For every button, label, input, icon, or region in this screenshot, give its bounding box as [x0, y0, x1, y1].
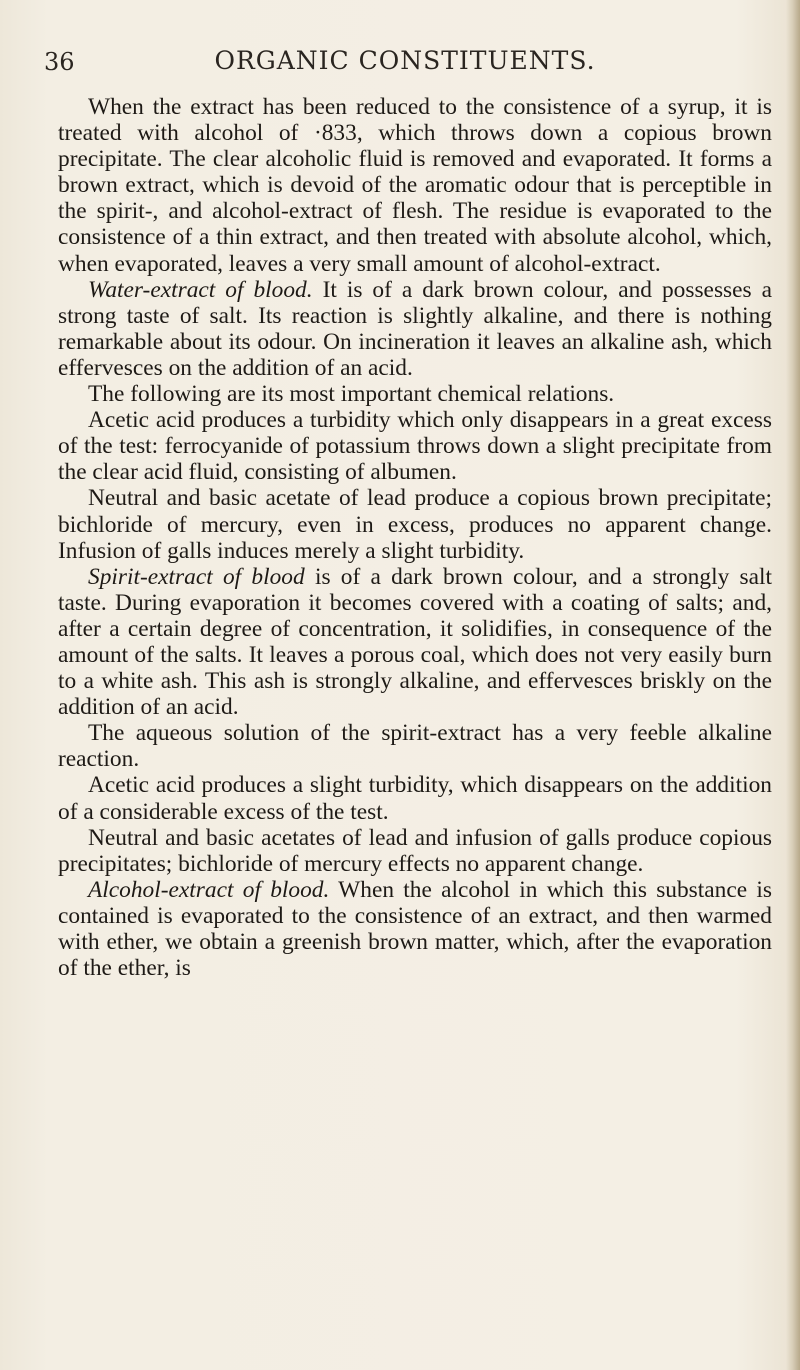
section-lead-spirit-extract: Spirit-extract of blood: [88, 563, 305, 590]
paragraph-text: When the alcohol in which this substance is contained is evaporated to the consistence of an extract, and then warmed with ether, we obtain a greenish brown matter, which, after the evaporation of the ether, is: [58, 876, 772, 982]
paragraph-text: Acetic acid produces a slight turbidity, which disappears on the addition of a considerable excess of the test.: [58, 772, 772, 825]
page-header: [0, 46, 800, 86]
paragraph-text: It is of a dark brown colour, and possesses a strong taste of salt. Its reaction is slightly alkaline, and there is nothing remarkable about its odour. On incineration it leaves an alkaline ash, which effervesces on the addition of an acid.: [58, 276, 772, 381]
paragraph: [58, 94, 772, 277]
paragraph-text: The following are its most important chemical relations.: [88, 381, 615, 408]
paragraph: [58, 825, 772, 877]
page-edge-shadow: [786, 0, 800, 1370]
paragraph: [58, 877, 772, 981]
running-title: ORGANIC CONSTITUENTS.: [214, 46, 596, 75]
paragraph: [58, 407, 772, 485]
paragraph: [58, 720, 772, 772]
paragraph-text: When the extract has been reduced to the consistence of a syrup, it is treated with alcohol of ·833, which throws down a copious brown precipitate. The clear alcoholic fluid is removed and evaporated. It forms a brown extract, which is devoid of the aromatic odour that is perceptible in the spirit-, and alcohol-extract of flesh. The residue is evaporated to the consistence of a thin extract, and then treated with absolute alcohol, which, when evaporated, leaves a very small amount of alcohol-extract.: [58, 94, 772, 277]
paragraph-text: Acetic acid produces a turbidity which only disappears in a great excess of the test: ferrocyanide of potassium throws down a slight precipitate from the clear acid fluid, consisting of albumen.: [58, 407, 772, 486]
section-lead-water-extract: Water-extract of blood.: [88, 276, 313, 303]
paragraph-text: The aqueous solution of the spirit-extract has a very feeble alkaline reaction.: [58, 720, 772, 773]
section-lead-alcohol-extract: Alcohol-extract of blood.: [88, 876, 330, 903]
body-text: [58, 94, 772, 981]
paragraph: [58, 564, 772, 721]
paragraph: [58, 381, 772, 407]
paragraph-text: Neutral and basic acetate of lead produce a copious brown precipitate; bichloride of mercury, even in excess, produces no apparent change. Infusion of galls induces merely a slight turbidity.: [58, 485, 772, 564]
paragraph-text: Neutral and basic acetates of lead and infusion of galls produce copious precipitates; bichloride of mercury effects no apparent change.: [58, 824, 772, 877]
paragraph: [58, 772, 772, 824]
paragraph: [58, 277, 772, 381]
paragraph: [58, 485, 772, 563]
paragraph-text: is of a dark brown colour, and a strongly salt taste. During evaporation it becomes covered with a coating of salts; and, after a certain degree of concentration, it solidifies, in consequence of the amount of the salts. It leaves a porous coal, which does not very easily burn to a white ash. This ash is strongly alkaline, and effervesces briskly on the addition of an acid.: [58, 563, 772, 721]
page-number: 36: [44, 48, 75, 76]
